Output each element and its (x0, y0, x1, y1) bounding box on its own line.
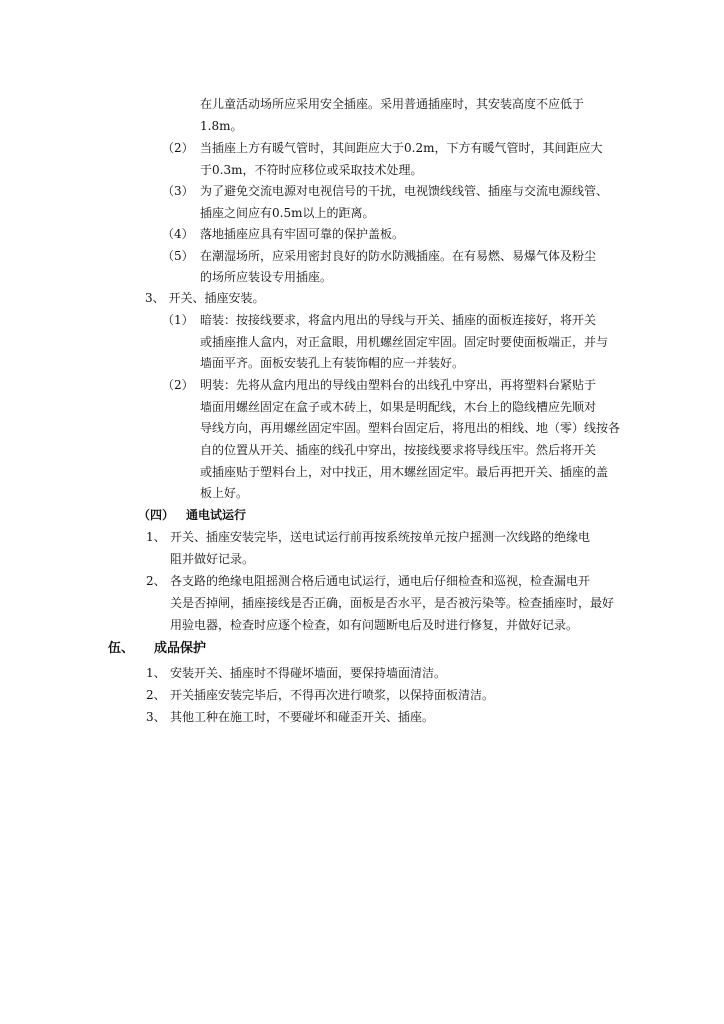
s4-item-2-number: 2、 (146, 574, 166, 588)
item-2-line-2: 于0.3m，不符时应移位或采取技术处理。 (200, 163, 423, 177)
item-3-line-1: 为了避免交流电源对电视信号的干扰，电视馈线线管、插座与交流电源线管、 (200, 184, 609, 198)
s3-item-2-line-4: 自的位置从开关、插座的线孔中穿出，按接线要求将导线压牢。然后将开关 (200, 443, 597, 457)
s5-item-3-number: 3、 (146, 710, 166, 724)
item-5-line-1: 在潮湿场所，应采用密封良好的防水防溅插座。在有易燃、易爆气体及粉尘 (200, 249, 597, 263)
s3-item-1-line-1: 暗装：按接线要求，将盒内甩出的导线与开关、插座的面板连接好，将开关 (200, 313, 597, 327)
s3-item-2-line-2: 墙面用螺丝固定在盒子或木砖上，如果是明配线，木台上的隐线槽应先顺对 (200, 400, 597, 414)
s3-item-2-line-5: 或插座贴于塑料台上，对中找正，用木螺丝固定牢。最后再把开关、插座的盖 (200, 465, 609, 479)
item-3-number: （3） (162, 184, 194, 198)
item-1-line-2: 1.8m。 (200, 119, 243, 133)
s5-item-3-text: 其他工种在施工时，不要碰坏和碰歪开关、插座。 (170, 710, 435, 724)
s5-item-2-text: 开关插座安装完毕后，不得再次进行喷浆，以保持面板清洁。 (170, 688, 495, 702)
section-4-title: 通电试运行 (186, 508, 247, 522)
s4-item-1-line-1: 开关、插座安装完毕，送电试运行前再按系统按单元按户摇测一次线路的绝缘电 (170, 530, 591, 544)
s3-item-2-line-6: 板上好。 (200, 486, 249, 500)
item-1-line-1: 在儿童活动场所应采用安全插座。采用普通插座时，其安装高度不应低于 (200, 97, 585, 111)
s3-item-2-number: （2） (162, 378, 194, 392)
item-2-line-1: 当插座上方有暖气管时，其间距应大于0.2m，下方有暖气管时，其间距应大 (200, 141, 603, 155)
s4-item-1-line-2: 阻并做好记录。 (170, 552, 255, 566)
section-5-title: 成品保护 (154, 641, 207, 656)
s5-item-2-number: 2、 (146, 688, 166, 702)
item-5-number: （5） (162, 249, 194, 263)
s4-item-1-number: 1、 (146, 530, 166, 544)
item-5-line-2: 的场所应装设专用插座。 (200, 270, 333, 284)
s5-item-1-number: 1、 (146, 666, 166, 680)
item-3-line-2: 插座之间应有0.5m以上的距离。 (200, 206, 375, 220)
s5-item-1-text: 安装开关、插座时不得碰坏墙面，要保持墙面清洁。 (170, 666, 447, 680)
item-2-number: （2） (162, 141, 194, 155)
s4-item-2-line-2: 关是否掉闸，插座接线是否正确，面板是否水平，是否被污染等。检查插座时，最好 (170, 596, 615, 610)
s3-item-2-line-3: 导线方向，再用螺丝固定牢固。塑料台固定后，将甩出的相线、地（零）线按各 (200, 421, 621, 435)
item-4-number: （4） (162, 227, 194, 241)
section-5-number: 伍、 (108, 641, 135, 656)
s3-item-1-line-2: 或插座推人盒内，对正盒眼，用机螺丝固定牢固。固定时要使面板端正，并与 (200, 335, 609, 349)
s3-item-1-line-3: 墙面平齐。面板安装孔上有装饰帽的应一并装好。 (200, 356, 465, 370)
s3-item-1-number: （1） (162, 313, 194, 327)
s4-item-2-line-1: 各支路的绝缘电阻摇测合格后通电试运行，通电后仔细检查和巡视，检查漏电开 (170, 574, 591, 588)
item-4-line-1: 落地插座应具有牢固可靠的保护盖板。 (200, 227, 405, 241)
section-3-heading: 3、 开关、插座安装。 (145, 291, 265, 305)
section-4-number: （四） (138, 508, 175, 522)
s3-item-2-line-1: 明装：先将从盒内甩出的导线由塑料台的出线孔中穿出，再将塑料台紧贴于 (200, 378, 597, 392)
s4-item-2-line-3: 用验电器，检查时应逐个检查，如有问题断电后及时进行修复，并做好记录。 (170, 618, 579, 632)
